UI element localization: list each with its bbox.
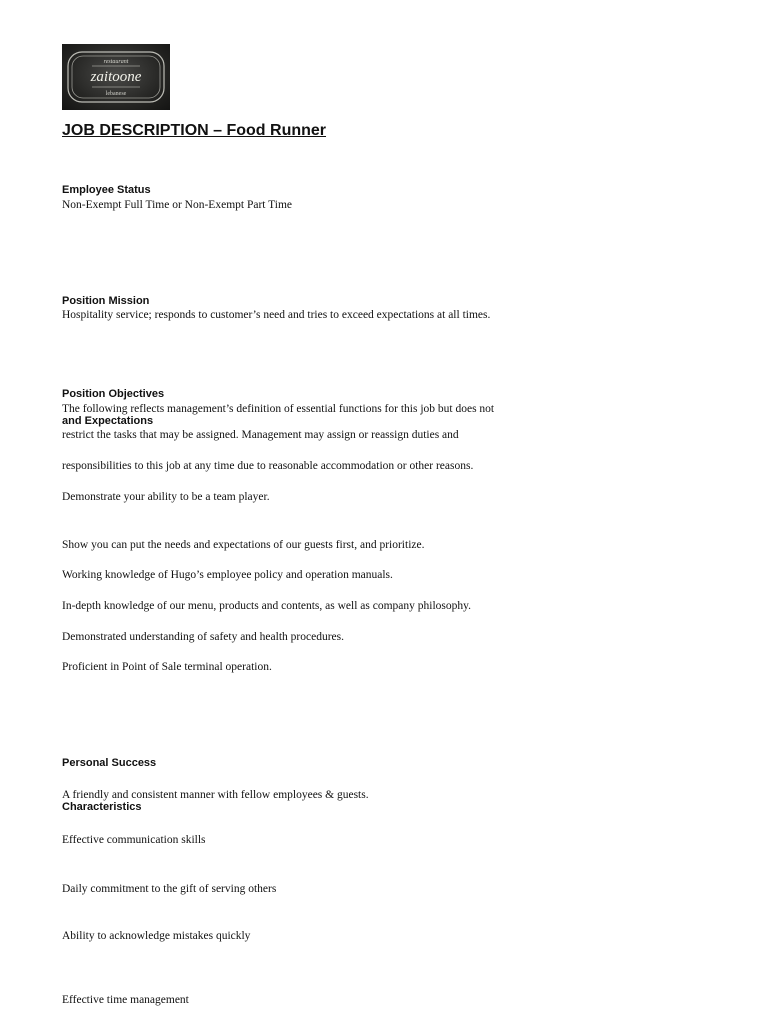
objectives-intro-line-2: restrict the tasks that may be assigned. Management may assign or reassign duties and: [62, 429, 459, 441]
logo-top-text: restaurant: [103, 59, 129, 65]
page-title: JOB DESCRIPTION – Food Runner: [62, 122, 327, 139]
list-item: Working knowledge of Hugo’s employee policy and operation manuals.: [62, 569, 393, 581]
restaurant-logo: [62, 44, 170, 110]
list-item: In-depth knowledge of our menu, products and contents, as well as company philosophy.: [62, 600, 472, 612]
position-mission-text: Hospitality service; responds to customer’s need and tries to exceed expectations at all times.: [62, 309, 491, 321]
logo-name-text: zaitoone: [90, 69, 142, 85]
list-item: Effective time management: [62, 994, 189, 1006]
list-item: A friendly and consistent manner with fellow employees & guests.: [62, 789, 369, 801]
position-mission-heading: Position Mission: [62, 295, 150, 307]
employee-status-text: Non-Exempt Full Time or Non-Exempt Part Time: [62, 199, 293, 211]
personal-success-heading-cont: Characteristics: [62, 801, 142, 813]
list-item: Ability to acknowledge mistakes quickly: [62, 930, 251, 942]
list-item: Show you can put the needs and expectations of our guests first, and prioritize.: [62, 539, 425, 551]
personal-success-heading: Personal Success: [62, 757, 157, 769]
position-objectives-heading: Position Objectives: [62, 388, 165, 400]
list-item: Effective communication skills: [62, 834, 206, 846]
objectives-intro-line-1: The following reflects management’s definition of essential functions for this job but does not: [62, 403, 495, 415]
logo-frame-icon: [62, 44, 170, 110]
position-objectives-heading-cont: and Expectations: [62, 415, 154, 427]
logo-bottom-text: lebanese: [105, 91, 127, 97]
list-item: Proficient in Point of Sale terminal operation.: [62, 661, 272, 673]
objectives-intro-line-3: responsibilities to this job at any time due to reasonable accommodation or other reasons.: [62, 460, 474, 472]
employee-status-heading: Employee Status: [62, 184, 151, 196]
list-item: Demonstrate your ability to be a team player.: [62, 491, 270, 503]
list-item: Demonstrated understanding of safety and health procedures.: [62, 631, 344, 643]
list-item: Daily commitment to the gift of serving others: [62, 883, 277, 895]
